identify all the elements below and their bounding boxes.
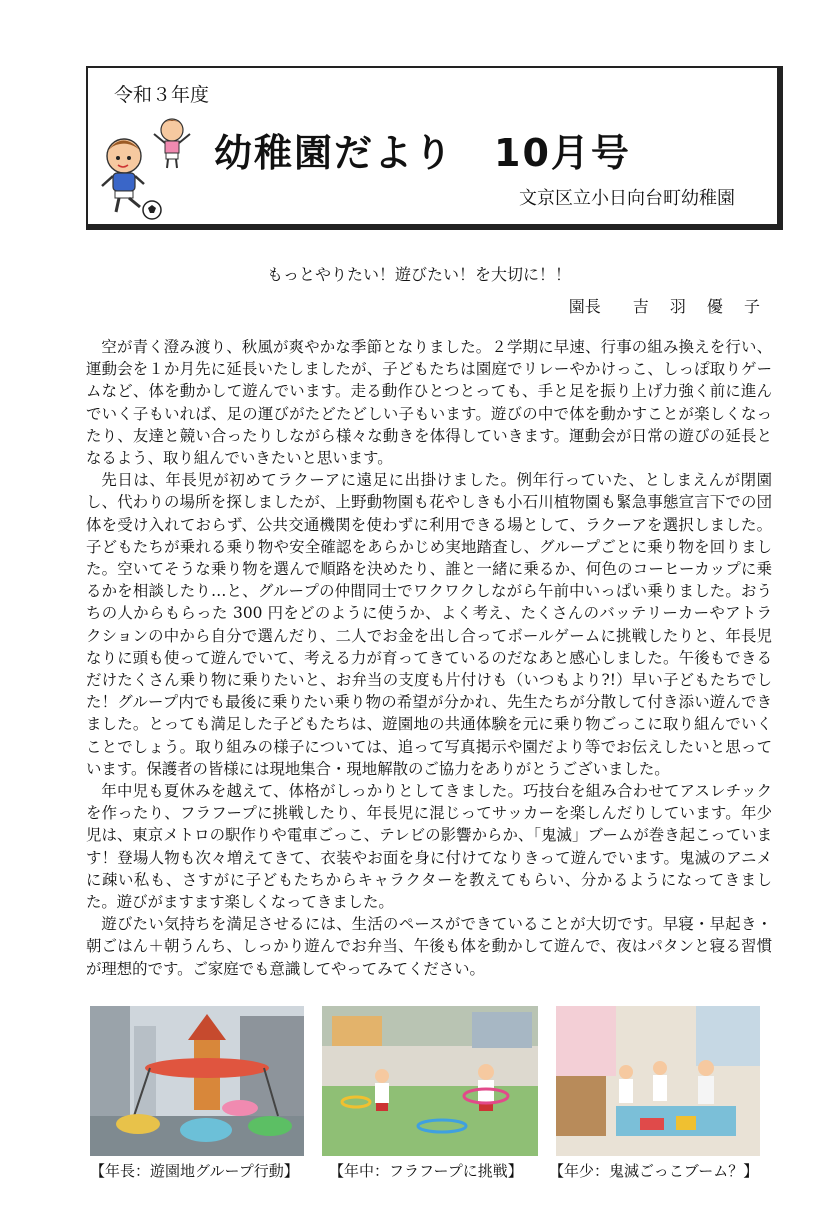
photo-caption: 【年長：遊園地グループ行動】 bbox=[90, 1162, 299, 1180]
author-role: 園長 bbox=[568, 297, 601, 316]
photo-caption: 【年少：鬼滅ごっこブーム？】 bbox=[549, 1162, 759, 1180]
article-headline: もっとやりたい！遊びたい！を大切に！！ bbox=[266, 265, 571, 284]
paragraph: 年中児も夏休みを越えて、体格がしっかりとしてきました。巧技台を組み合わせてアスレチックを作ったり、フラフープに挑戦したり、年長児に混じってサッカーを楽しんだりしています。年少児は、東京メトロの駅作りや電車ごっこ、テレビの影響からか、「鬼滅」ブームが巻き起こっています！登場人物も次々増えてきて、衣装やお面を身に付けてなりきって遊んでいます。鬼滅のアニメに疎い私も、さすがに子どもたちからキャラクターを教えてもらい、分かるようになってきました。遊びがますます楽しくなってきました。 bbox=[86, 782, 772, 912]
photo-caption: 【年中：フラフープに挑戦】 bbox=[329, 1162, 523, 1180]
paragraph: 空が青く澄み渡り、秋風が爽やかな季節となりました。２学期に早速、行事の組み換えを行い、運動会を１か月先に延長いたしましたが、子どもたちは園庭でリレーやかけっこ、しっぽ取りゲームなど、体を動かして遊んでいます。走る動作ひとつとっても、手と足を振り上げ力強く前に進んでいく子もいれば、足の運びがたどたどしい子もいます。遊びの中で体を動かすことが楽しくなったり、友達と競い合ったりしながら様々な動きを体得していきます。運動会が日常の遊びの延長となるよう、取り組んでいきたいと思います。 bbox=[86, 338, 772, 468]
article-body bbox=[86, 336, 772, 980]
author-name: 吉 羽 優 子 bbox=[632, 297, 768, 316]
amusement-park-photo bbox=[90, 1006, 304, 1156]
paragraph: 遊びたい気持ちを満足させるには、生活のペースができていることが大切です。早寝・早起き・朝ごはん＋朝うんち、しっかり遊んでお弁当、午後も体を動かして遊んで、夜はパタンと寝る習慣が理想的です。ご家庭でも意識してやってみてください。 bbox=[86, 915, 772, 978]
children-playing-soccer-icon bbox=[96, 112, 216, 222]
fiscal-year: 令和３年度 bbox=[114, 84, 210, 106]
hula-hoop-photo bbox=[322, 1006, 538, 1156]
newsletter-header bbox=[86, 66, 779, 226]
classroom-play-photo bbox=[556, 1006, 760, 1156]
newsletter-title: 幼稚園だより 10月号 bbox=[214, 131, 631, 175]
paragraph: 先日は、年長児が初めてラクーアに遠足に出掛けました。例年行っていた、としまえんが閉園し、代わりの場所を探しましたが、上野動物園も花やしきも小石川植物園も緊急事態宣言下での団体を受け入れておらず、公共交通機関を使わずに利用できる場として、ラクーアを選択しました。子どもたちが乗れる乗り物や安全確認をあらかじめ実地踏査し、グループごとに乗り物を回りました。空いてそうな乗り物を選んで順路を決めたり、誰と一緒に乗るか、何色のコーヒーカップに乗るかを相談したり…と、グループの仲間同士でワクワクしながら午前中いっぱい乗りました。おうちの人からもらった 300 円をどのように使うか、よく考え、たくさんのバッテリーカーやアトラクションの中から自分で選んだり、二人でお金を出し合ってボールゲームに挑戦したりと、年長児なりに頭も使って遊んでいて、考える力が育ってきているのだなあと感心しました。午後もできるだけたくさん乗り物に乗りたいと、お弁当の支度も片付けも（いつもより?!）早い子どもたちでした！グループ内でも最後に乗りたい乗り物の希望が分かれ、先生たちが分散して付き添い遊んできました。とっても満足した子どもたちは、遊園地の共通体験を元に乗り物ごっこに取り組んでいくことでしょう。取り組みの様子については、追って写真掲示や園だより等でお伝えしたいと思っています。保護者の皆様には現地集合・現地解散のご協力をありがとうございました。 bbox=[86, 471, 772, 778]
author-line bbox=[569, 294, 768, 317]
school-name: 文京区立小日向台町幼稚園 bbox=[519, 188, 735, 209]
